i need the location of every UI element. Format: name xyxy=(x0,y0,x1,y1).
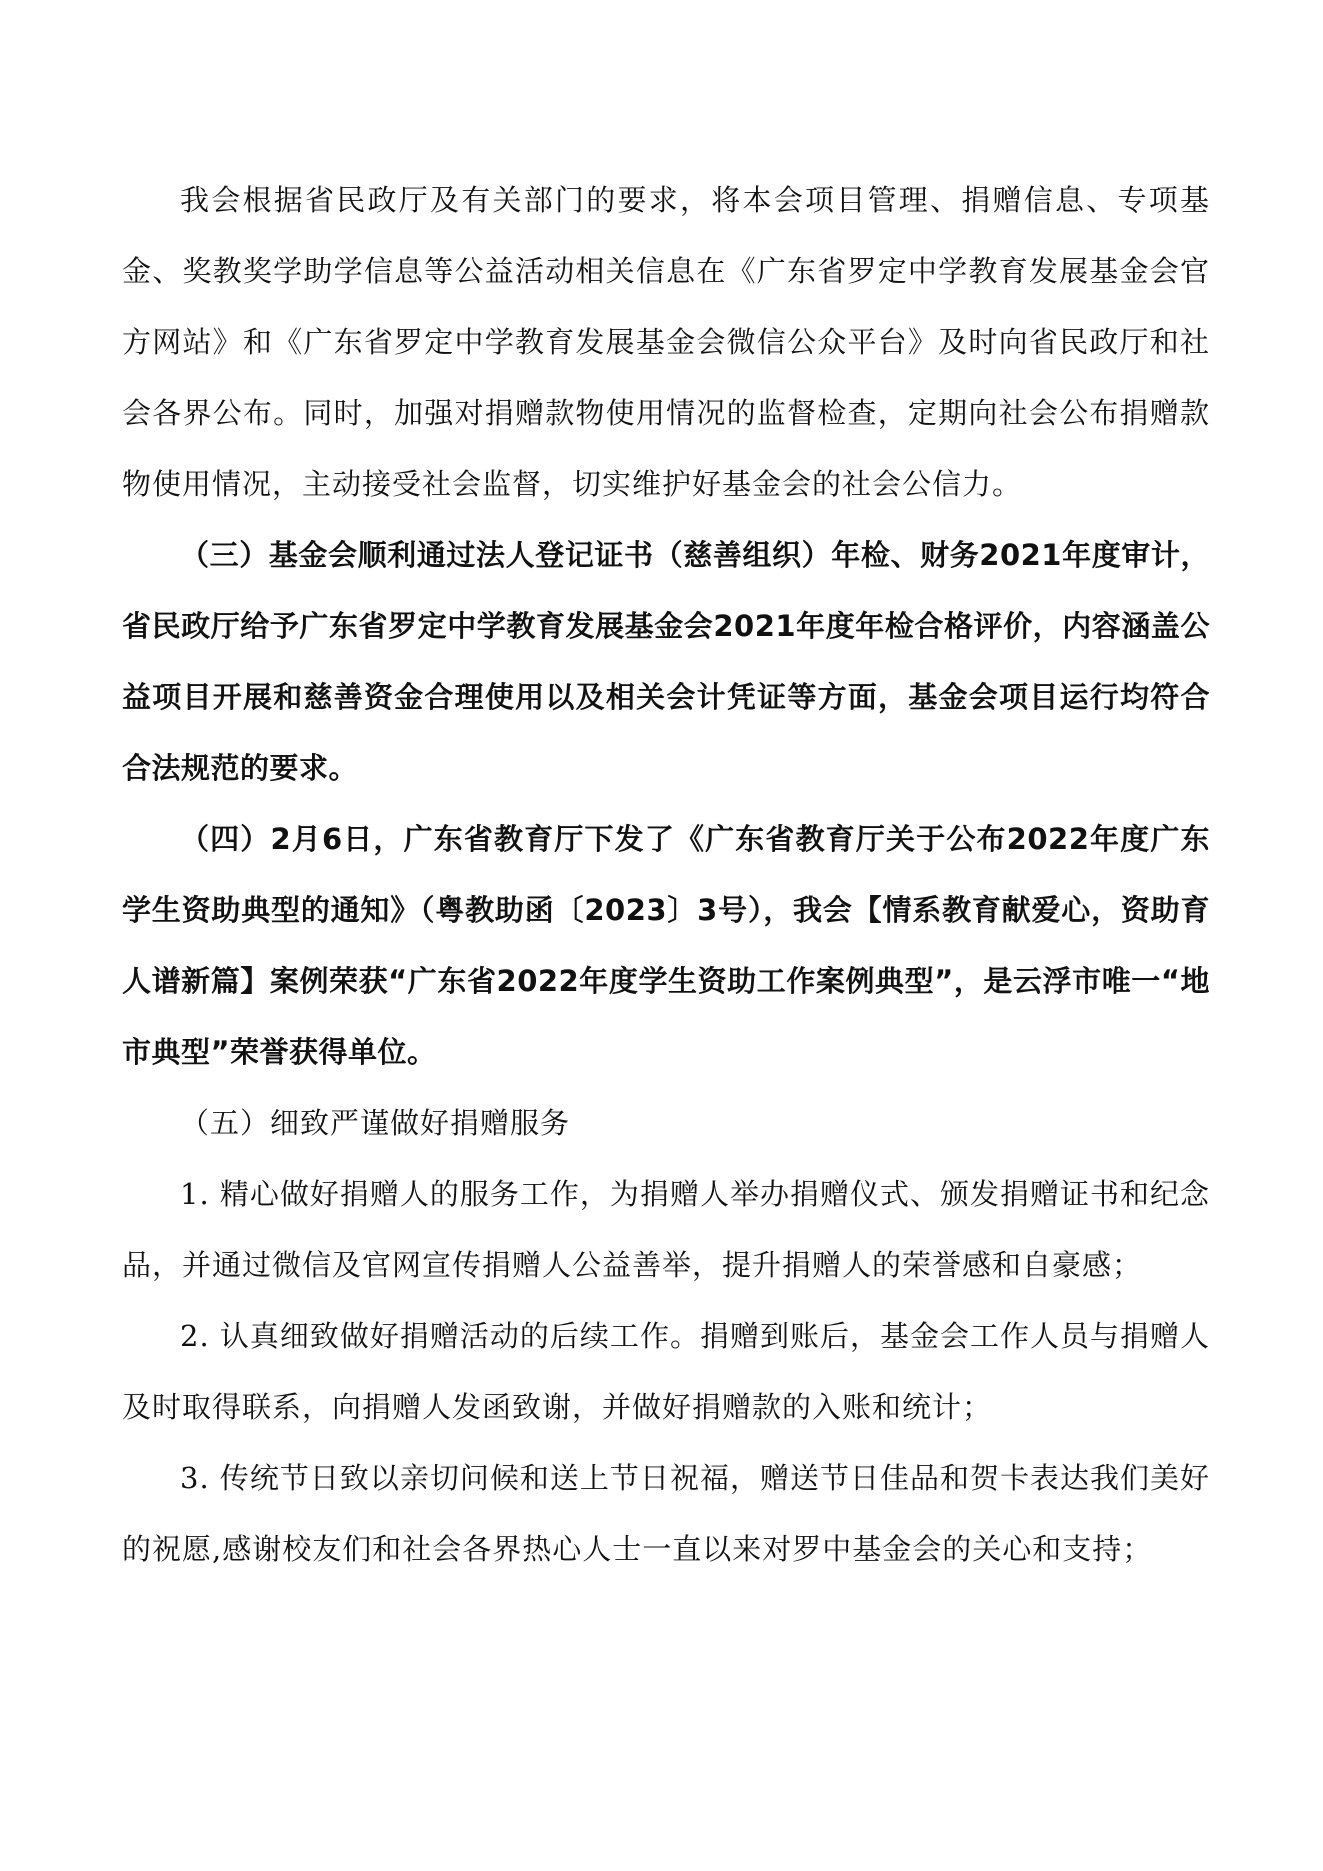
paragraph-section-4-award: （四）2月6日，广东省教育厅下发了《广东省教育厅关于公布2022年度广东学生资助典型的通知》（粤教助函〔2023〕3号），我会【情系教育献爱心，资助育人谱新篇】案例荣获“广东省2022年度学生资助工作案例典型”，是云浮市唯一“地市典型”荣誉获得单位。 xyxy=(122,822,1210,1069)
paragraph-info-disclosure: 我会根据省民政厅及有关部门的要求，将本会项目管理、捐赠信息、专项基金、奖教奖学助学信息等公益活动相关信息在《广东省罗定中学教育发展基金会官方网站》和《广东省罗定中学教育发展基金会微信公众平台》及时向省民政厅和社会各界公布。同时，加强对捐赠款物使用情况的监督检查，定期向社会公布捐赠款物使用情况，主动接受社会监督，切实维护好基金会的社会公信力。 xyxy=(122,183,1210,501)
document-body xyxy=(122,165,1210,1585)
paragraph-section-3-annual-inspection: （三）基金会顺利通过法人登记证书（慈善组织）年检、财务2021年度审计，省民政厅给予广东省罗定中学教育发展基金会2021年度年检合格评价，内容涵盖公益项目开展和慈善资金合理使用以及相关会计凭证等方面，基金会项目运行均符合合法规范的要求。 xyxy=(122,538,1210,785)
paragraph-item-2: 2. 认真细致做好捐赠活动的后续工作。捐赠到账后，基金会工作人员与捐赠人及时取得联系，向捐赠人发函致谢，并做好捐赠款的入账和统计； xyxy=(122,1319,1210,1424)
paragraph-item-1: 1. 精心做好捐赠人的服务工作，为捐赠人举办捐赠仪式、颁发捐赠证书和纪念品，并通过微信及官网宣传捐赠人公益善举，提升捐赠人的荣誉感和自豪感； xyxy=(122,1177,1210,1282)
paragraph-section-5-heading: （五）细致严谨做好捐赠服务 xyxy=(180,1106,571,1140)
paragraph-item-3: 3. 传统节日致以亲切问候和送上节日祝福，赠送节日佳品和贺卡表达我们美好的祝愿,感谢校友们和社会各界热心人士一直以来对罗中基金会的关心和支持； xyxy=(122,1461,1210,1566)
